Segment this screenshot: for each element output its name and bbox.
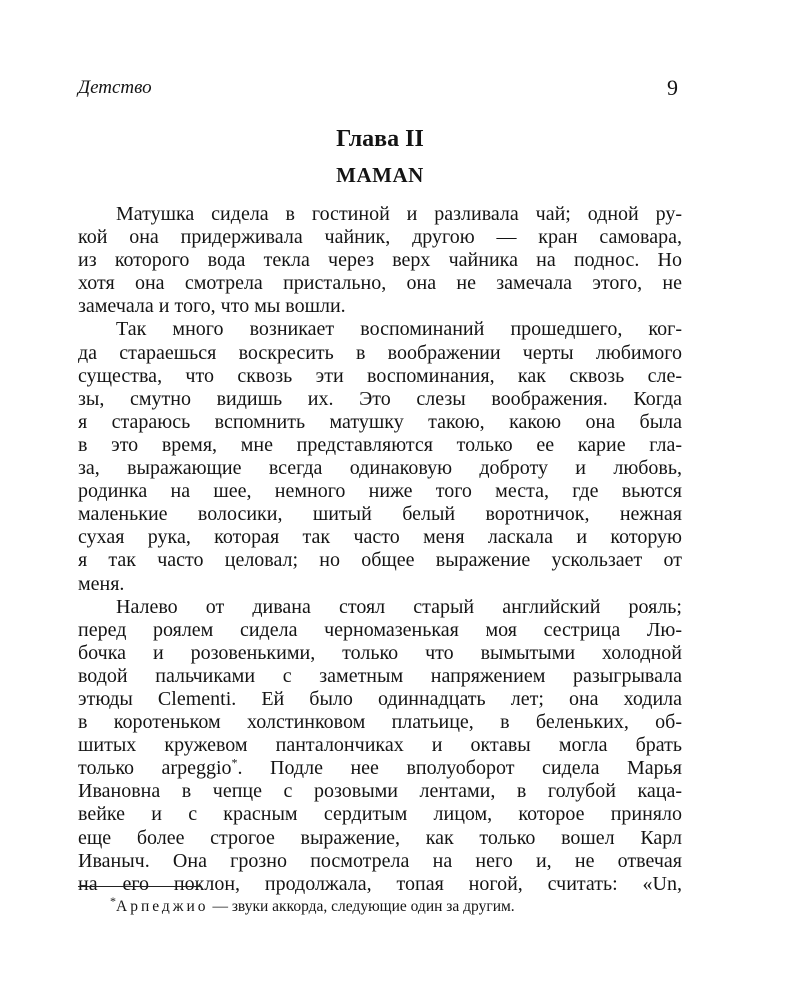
text-line: родинка на шее, немного ниже того места, где вьются [78, 480, 682, 503]
book-page [78, 0, 682, 1000]
running-title: Детство [78, 77, 152, 98]
text-fragment: . Подле нее вполуоборот сидела Марья [237, 757, 682, 780]
text-line: водой пальчиками с заметным напряжением разыгрывала [78, 664, 682, 687]
text-line: существа, что сквозь эти воспоминания, как сквозь сле- [78, 364, 682, 387]
text-line: я стараюсь вспомнить матушку такою, какою она была [78, 410, 682, 433]
text-line: из которого вода текла через верх чайника на поднос. Но [78, 249, 682, 272]
text-fragment: только arpeggio [78, 757, 232, 780]
text-line: вейке и с красным сердитым лицом, которое приняло [78, 803, 682, 826]
footnote [110, 893, 682, 917]
text-line: шитых кружевом панталончиках и октавы могла брать [78, 734, 682, 757]
footnote-marker: * [110, 893, 116, 908]
text-line: Так много возникает воспоминаний прошедшего, ког- [116, 318, 682, 341]
chapter-subtitle: MAMAN [336, 163, 424, 187]
text-line: в это время, мне представляются только ее карие гла- [78, 433, 682, 456]
text-line-with-footnote [78, 757, 682, 780]
text-line: бочка и розовенькими, только что вымытыми холодной [78, 641, 682, 664]
paragraph-2 [78, 318, 682, 595]
paragraph-1 [78, 203, 682, 318]
body-text [78, 203, 682, 896]
text-line: за, выражающие всегда одинаковую доброту и любовь, [78, 457, 682, 480]
footnote-divider [78, 886, 201, 887]
footnote-reference[interactable]: * [231, 755, 238, 770]
text-line: кой она придерживала чайник, другою — кран самовара, [78, 226, 682, 249]
footnote-text: — звуки аккорда, следующие один за другим. [208, 898, 515, 915]
footnote-term: Арпеджио [116, 898, 209, 915]
text-line: Ивановна в чепце с розовыми лентами, в голубой каца- [78, 780, 682, 803]
text-line: маленькие волосики, шитый белый воротничок, нежная [78, 503, 682, 526]
text-line: еще более строгое выражение, как только вошел Карл [78, 826, 682, 849]
text-line: на его поклон, продолжала, топая ногой, считать: «Un, [78, 872, 682, 895]
text-line: да стараешься воскресить в воображении черты любимого [78, 341, 682, 364]
text-line: я так часто целовал; но общее выражение ускользает от [78, 549, 682, 572]
page-number: 9 [667, 75, 678, 100]
text-line: замечала и того, что мы вошли. [78, 295, 346, 318]
text-line: этюды Clementi. Ей было одиннадцать лет; она ходила [78, 687, 682, 710]
text-line: в коротеньком холстинковом платьице, в беленьких, об- [78, 711, 682, 734]
text-line: Иваныч. Она грозно посмотрела на него и, не отвечая [78, 849, 682, 872]
text-line: хотя она смотрела пристально, она не замечала этого, не [78, 272, 682, 295]
text-line: Матушка сидела в гостиной и разливала чай; одной ру- [116, 203, 682, 225]
text-line: перед роялем сидела черномазенькая моя сестрица Лю- [78, 618, 682, 641]
paragraph-3 [78, 596, 682, 896]
running-head [78, 75, 682, 101]
text-line: сухая рука, которая так часто меня ласкала и которую [78, 526, 682, 549]
text-line: меня. [78, 572, 125, 595]
chapter-title: Глава II [336, 126, 424, 152]
text-line: зы, смутно видишь их. Это слезы воображения. Когда [78, 387, 682, 410]
text-line: Налево от дивана стоял старый английский рояль; [116, 595, 682, 618]
